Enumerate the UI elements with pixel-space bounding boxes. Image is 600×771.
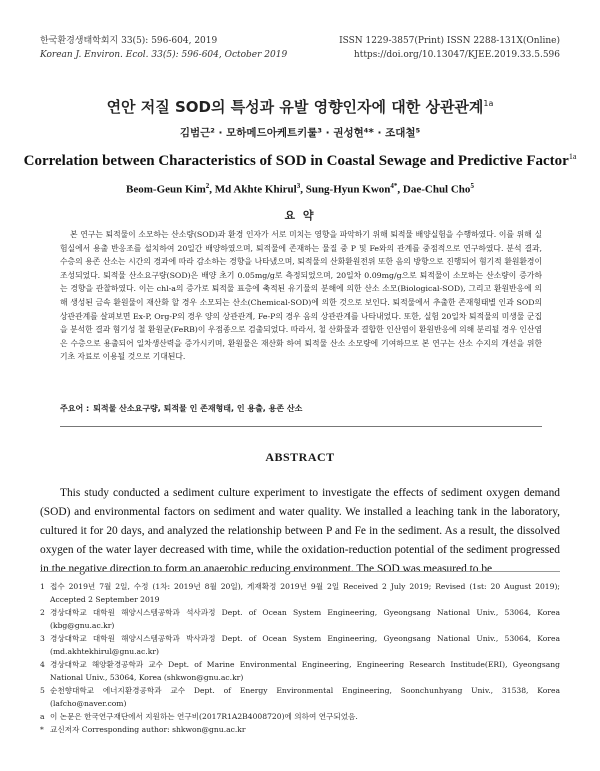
issn: ISSN 1229-3857(Print) ISSN 2288-131X(Online): [339, 36, 560, 46]
journal-identifiers: [339, 34, 560, 62]
abstract-english-heading: ABSTRACT: [265, 450, 335, 464]
author-affiliation-sup: 4*: [390, 182, 398, 190]
footnote-text: 접수 2019년 7월 2일, 수정 (1차: 2019년 8월 20일), 게재확정 2019년 9월 2일 Received 2 July 2019; Revised (1st: 20 August 2019); Accepted 2 September 2019: [50, 582, 560, 604]
footnote-text: 경상대학교 대학원 해양시스템공학과 석사과정 Dept. of Ocean System Engineering, Gyeongsang National Univ., 53064, Korea (kbg@gnu.ac.kr): [50, 608, 560, 630]
footnote-text: 경상대학교 대학원 해양시스템공학과 박사과정 Dept. of Ocean System Engineering, Gyeongsang National Univ., 53064, Korea (md.akhtekhirul@gnu.ac.kr): [50, 634, 560, 656]
author-name: Beom-Geun Kim: [126, 183, 206, 196]
footnote-mark: a: [40, 712, 45, 721]
footnote-text: 이 논문은 한국연구재단에서 지원하는 연구비(2017R1A2B4008720)에 의하여 연구되었음.: [50, 712, 358, 721]
footnote-mark: 2: [40, 608, 45, 617]
title-korean-sup: 1a: [483, 99, 494, 108]
keywords: [60, 403, 542, 414]
footnote-divider: [40, 571, 560, 572]
author-name: Dae-Chul Cho: [402, 183, 471, 196]
author-name: Md Akhte Khirul: [214, 183, 297, 196]
journal-citation: [40, 34, 287, 62]
footnote-text: 경상대학교 해양환경공학과 교수 Dept. of Marine Environmental Engineering, Engineering Research Institude(ERI), Gyeongsang National Univ., 53064, Korea (shkwon@gnu.ac.kr): [50, 660, 560, 682]
footnote-item: [40, 606, 560, 632]
footnote-mark: 3: [40, 634, 45, 643]
journal-ko: 한국환경생태학회지 33(5): 596-604, 2019: [40, 36, 218, 46]
author-affiliation-sup: 3: [296, 182, 301, 190]
title-korean-text: 연안 저질 SOD의 특성과 유발 영향인자에 대한 상관관계: [106, 98, 484, 116]
keywords-list: 퇴적물 산소요구량, 퇴적물 인 존재형태, 인 용출, 용존 산소: [93, 404, 303, 413]
section-divider: [60, 426, 542, 427]
footnote-text: 교신저자 Corresponding author: shkwon@gnu.ac.kr: [50, 725, 246, 734]
footnote-item: [40, 632, 560, 658]
title-korean: [0, 96, 600, 117]
author-affiliation-sup: 5: [470, 182, 474, 190]
footnote-item: [40, 723, 560, 736]
authors-korean: 김범근² · 모하메드아케트키룰³ · 권성현⁴* · 조대철⁵: [179, 127, 421, 139]
journal-en: Korean J. Environ. Ecol. 33(5): 596-604, October 2019: [40, 50, 288, 60]
keywords-label: 주요어 :: [60, 404, 90, 413]
title-english: [0, 152, 600, 170]
footnote-mark: *: [40, 725, 44, 734]
doi-link[interactable]: https://doi.org/10.13047/KJEE.2019.33.5.596: [353, 50, 560, 60]
author-affiliation-sup: 2: [205, 182, 210, 190]
footnote-item: [40, 684, 560, 710]
abstract-english-body: This study conducted a sediment culture experiment to investigate the effects of sediment oxygen demand (SOD) and environmental factors on sediment and water quality. We installed a leaching tank in the laboratory, cultured it for 20 days, and analyzed the relationship between P and Fe in the sediment. As a result, the dissolved oxygen of the water layer decreased with time, while the oxidation-reduction potential of the sediment progressed in the negative direction to form an anaerobic reducing environment. The SOD was measured to be: [40, 487, 560, 575]
footnote-item: [40, 658, 560, 684]
author-name: Sung-Hyun Kwon: [305, 183, 391, 196]
abstract-korean-heading: 요 약: [284, 209, 316, 222]
abstract-korean-body: 본 연구는 퇴적물이 소모하는 산소량(SOD)과 환경 인자가 서로 미치는 영향을 파악하기 위해 퇴적물 배양실험을 수행하였다. 이를 위해 실험실에서 용출 반응조를 설치하여 20일간 배양하였으며, 퇴적물에 존재하는 물질 중 P 및 Fe와의 관계를 중점적으로 연구하였다. 분석 결과, 수층의 용존 산소는 시간의 경과에 따라 감소하는 경향을 나타냈으며, 퇴적물의 산화환원전위 또한 음의 방향으로 진행되어 혐기적 환원환경이 조성되었다. 퇴적물 산소요구량(SOD)은 배양 초기 0.05mg/g로 측정되었으며, 20일차 0.09mg/g으로 퇴적물이 소모하는 산소량이 증가하는 경향을 관찰하였다. 이는 chl-a의 증가로 퇴적물 표층에 축적된 유기물의 분해에 의한 산소 소모(Biological-SOD), 그리고 환원반응에 의해 생성된 금속 환원물이 재산화 할 경우 소모되는 산소(Chemical-SOD)에 의한 것으로 보인다. 퇴적물에서 추출한 존재형태별 인과 SOD의 상관관계를 살펴보면 Ex-P, Org-P의 경우 양의 상관관계, Fe-P의 경우 음의 상관관계를 나타내었다. 또한, 실험 20일차 퇴적물의 미생물 군집을 분석한 결과 혐기성 철 환원균(FeRB)이 우점종으로 검출되었다. 따라서, 철 산화물과 결합한 인산염이 환원반응에 의해 분리될 경우 인산염은 수층으로 용출되어 일차생산력을 증가시키며, 환원물은 재산화 하여 퇴적물 산소 소모량에 기여하므로 본 연구는 산소 수지의 개선을 위한 기초 자료로 이용될 것으로 기대된다.: [60, 230, 542, 362]
footnote-item: [40, 580, 560, 606]
footnote-mark: 1: [40, 582, 45, 591]
footnote-mark: 4: [40, 660, 45, 669]
authors-english: Beom-Geun Kim$^2$, Md Akhte Khirul$^3$, Sung-Hyun Kwon$^{4*}$, Dae-Chul Cho$^5$: [126, 182, 474, 196]
footnote-mark: 5: [40, 686, 45, 695]
footnotes: [40, 580, 560, 736]
title-english-text: Correlation between Characteristics of SOD in Coastal Sewage and Predictive Factor: [23, 153, 569, 169]
footnote-item: [40, 710, 560, 723]
title-english-sup: 1a: [568, 152, 577, 161]
footnote-text: 순천향대학교 에너지환경공학과 교수 Dept. of Energy Environmental Engineering, Soonchunhyang Univ., 31538, Korea (lafcho@naver.com): [50, 686, 560, 708]
